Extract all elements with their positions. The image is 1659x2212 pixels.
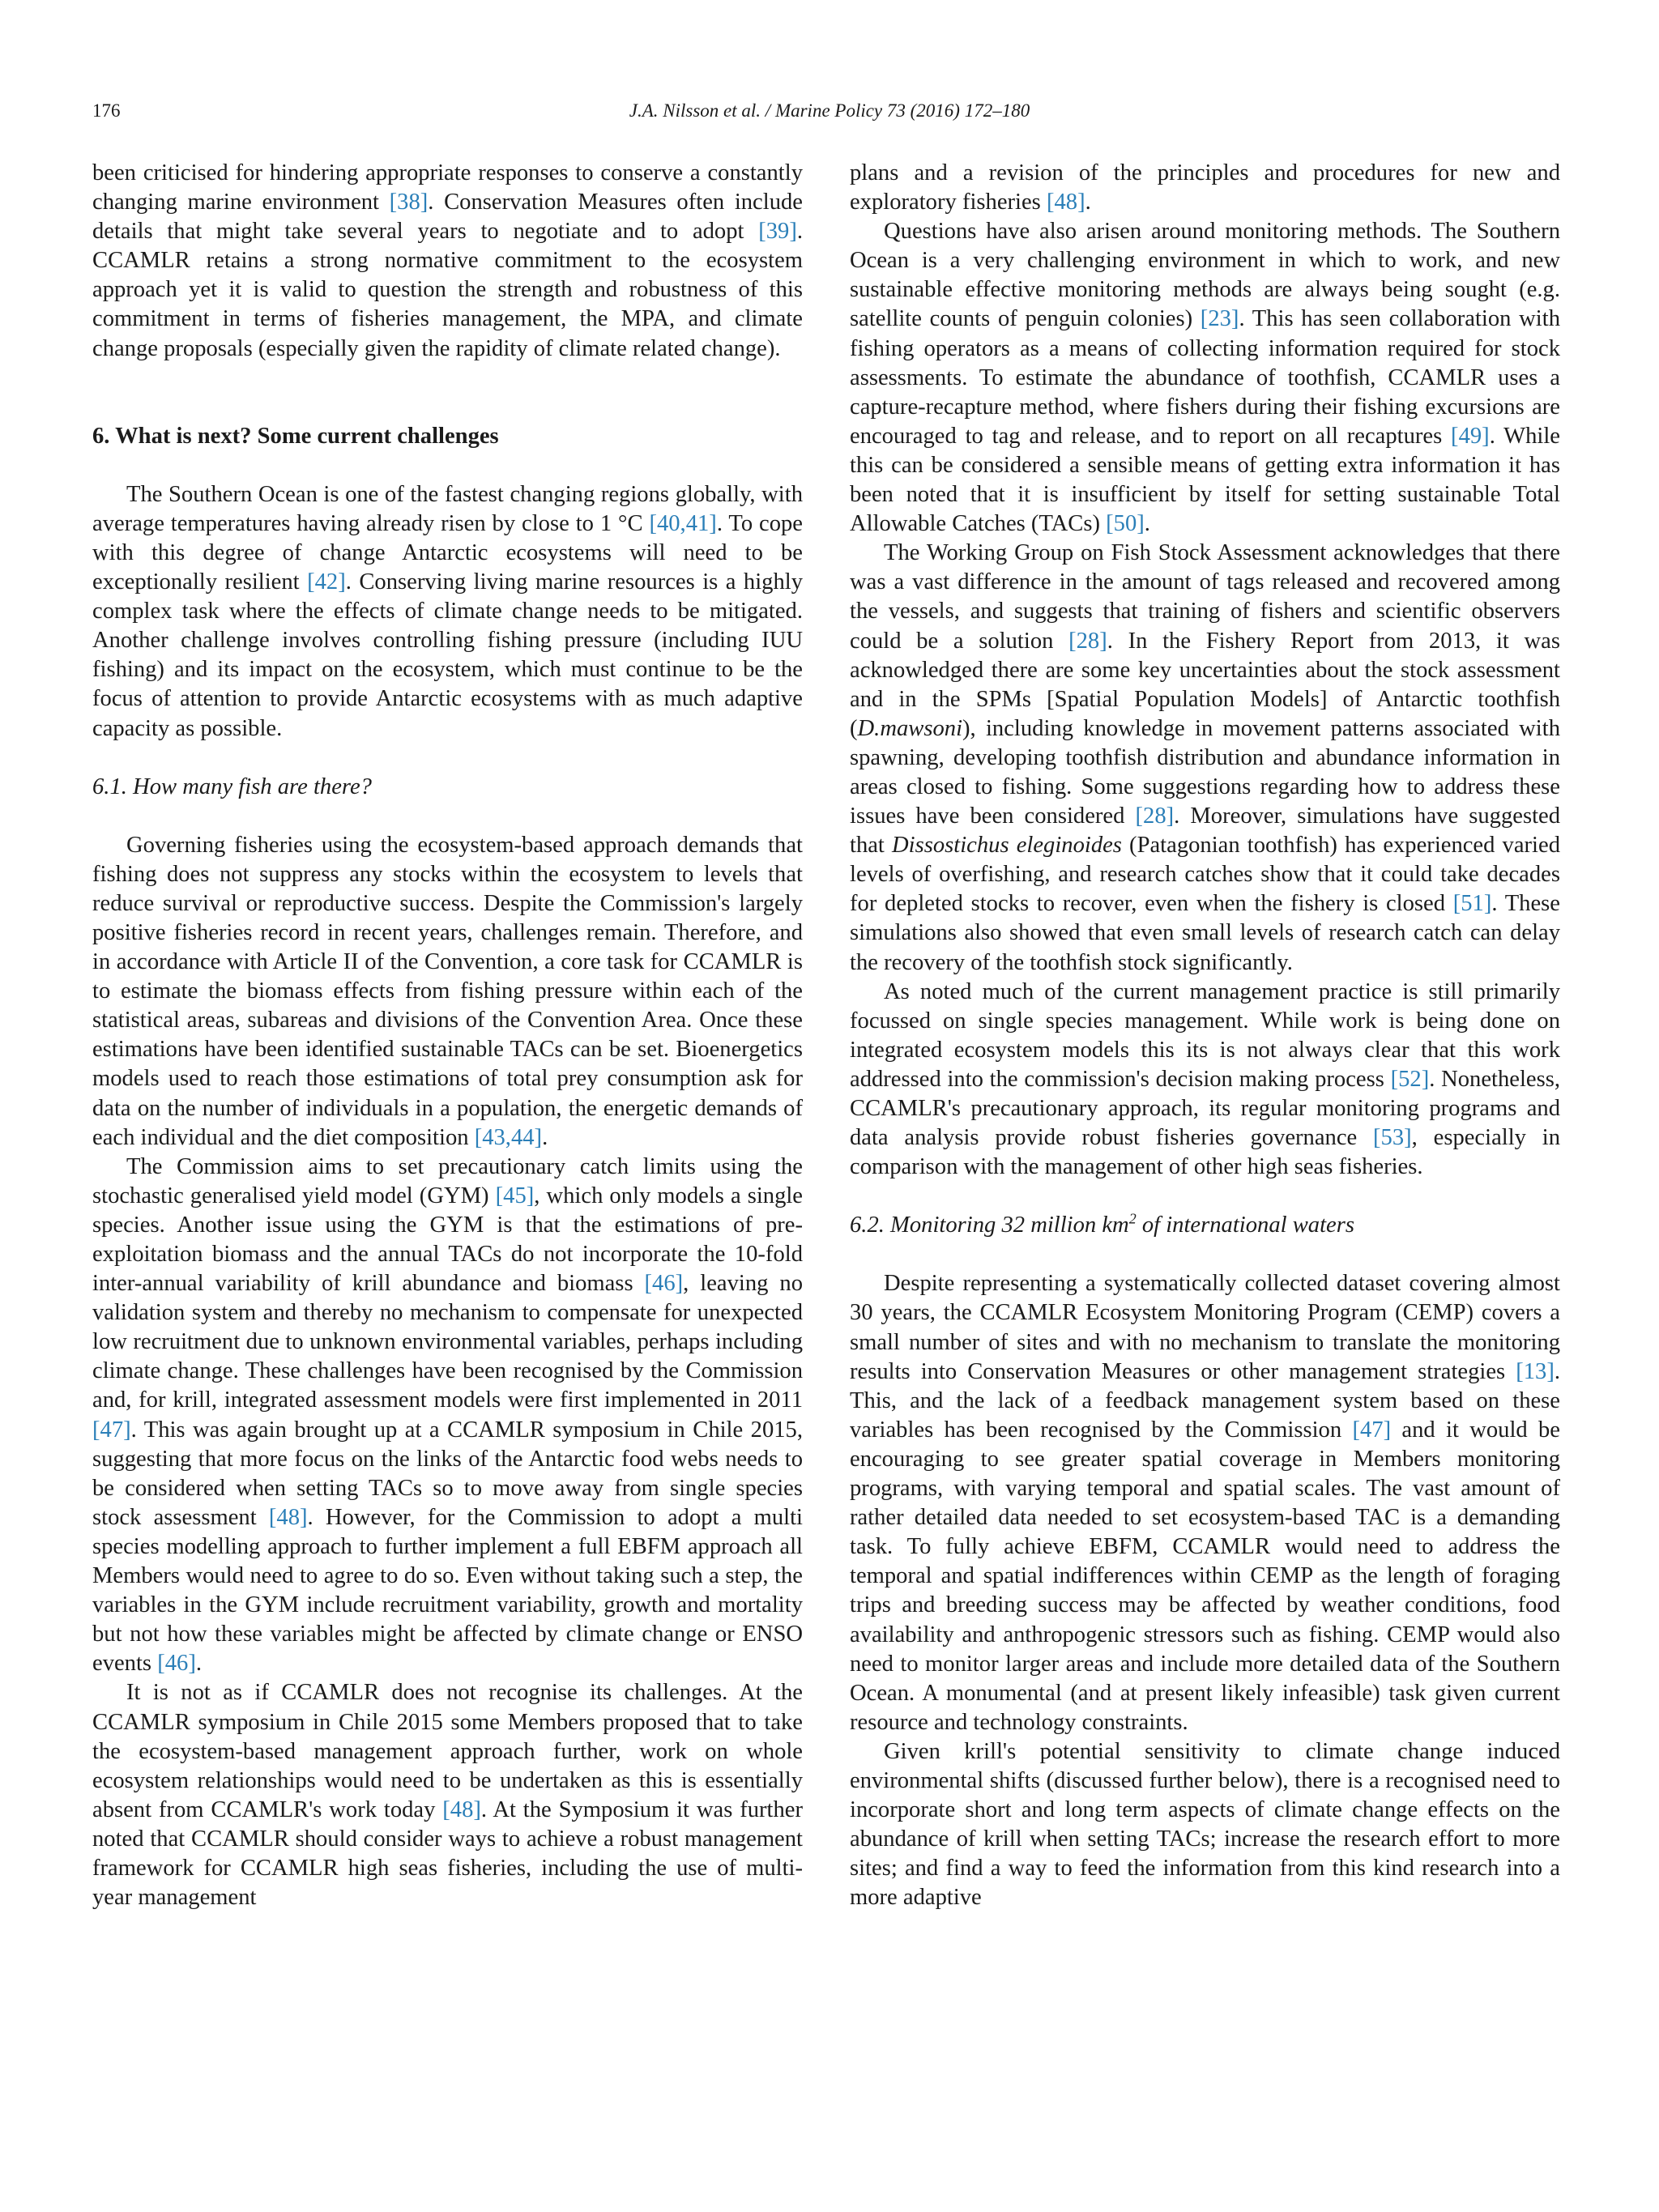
species-name: D.mawsoni xyxy=(857,715,963,741)
citation-link[interactable]: [52] xyxy=(1390,1066,1430,1092)
citation-link[interactable]: [48] xyxy=(442,1796,481,1822)
citation-link[interactable]: [47] xyxy=(1352,1417,1392,1443)
citation-link[interactable]: [28] xyxy=(1068,628,1107,654)
paragraph: It is not as if CCAMLR does not recognise its challenges. At the CCAMLR symposium in Chile 2015 some Members proposed that to take the ecosystem-based management approach further, work on whole ecosystem relationships would need to be undertaken as this is essentially absent from CCAMLR's work today [48]. At the Symposium it was further noted that CCAMLR should consider ways to achieve a robust management framework for CCAMLR high seas fisheries, including the use of multi-year management xyxy=(92,1680,803,1911)
paragraph: Questions have also arisen around monitoring methods. The Southern Ocean is a very challenging environment in which to work, and new sustainable effective monitoring methods are always being sought (e.g. satellite counts of penguin colonies) [23]. This has seen collaboration with fishing operators as a means of collecting information required for stock assessments. To estimate the abundance of toothfish, CCAMLR uses a capture-recapture method, where fishers during their fishing excursions are encouraged to tag and release, and to report on all recaptures [49]. While this can be considered a sensible means of getting extra information it has been noted that it is insufficient by itself for setting sustainable Total Allowable Catches (TACs) [50]. xyxy=(850,219,1560,537)
citation-link[interactable]: [23] xyxy=(1200,306,1239,332)
citation-link[interactable]: [38] xyxy=(389,190,429,215)
citation-link[interactable]: [45] xyxy=(495,1183,535,1208)
paragraph: been criticised for hindering appropriate responses to conserve a constantly changing marine environment [38]. Conservation Measures often include details that might take several years to negotiate and to adopt [39]. CCAMLR retains a strong normative commitment to the ecosystem approach yet it is valid to question the strength and robustness of this commitment in terms of fisheries management, the MPA, and climate change proposals (especially given the rapidity of climate related change). xyxy=(92,160,803,361)
left-column xyxy=(92,159,803,1912)
citation-link[interactable]: [47] xyxy=(92,1417,131,1443)
citation-link[interactable]: [39] xyxy=(758,219,797,245)
right-column xyxy=(850,159,1560,1912)
paragraph: The Southern Ocean is one of the fastest changing regions globally, with average temperatures having already risen by close to 1 °C [40,41]. To cope with this degree of change Antarctic ecosystems will need to be exceptionally resilient [42]. Conserving living marine resources is a highly complex task where the effects of climate change needs to be mitigated. Another challenge involves controlling fishing pressure (including IUU fishing) and its impact on the ecosystem, which must continue to be the focus of attention to provide Antarctic ecosystems with as much adaptive capacity as possible. xyxy=(92,481,803,741)
citation-link[interactable]: [46] xyxy=(644,1271,684,1297)
paragraph: Given krill's potential sensitivity to climate change induced environmental shifts (discussed further below), there is a recognised need to incorporate short and long term aspects of climate change effects on the abundance of krill when setting TACs; increase the research effort to more sites; and find a way to feed the information from this kind research into a more adaptive xyxy=(850,1738,1560,1911)
paragraph: Despite representing a systematically collected dataset covering almost 30 years, the CCAMLR Ecosystem Monitoring Program (CEMP) covers a small number of sites and with no mechanism to translate the monitoring results into Conservation Measures or other management strategies [13]. This, and the lack of a feedback management system based on these variables has been recognised by the Commission [47] and it would be encouraging to see greater spatial coverage in Members monitoring programs, with varying temporal and spatial scales. The vast amount of rather detailed data needed to set ecosystem-based TAC is a demanding task. To fully achieve EBFM, CCAMLR would need to address the temporal and spatial indifferences within CEMP as the length of foraging trips and breeding success may be affected by weather conditions, food availability and anthropogenic stressors such as fishing. CEMP would also need to monitor larger areas and include more detailed data of the Southern Ocean. A monumental (and at present likely infeasible) task given current resource and technology constraints. xyxy=(850,1271,1560,1735)
citation-link[interactable]: [13] xyxy=(1516,1358,1555,1384)
species-name: Dissostichus eleginoides xyxy=(892,833,1122,859)
citation-link[interactable]: [43,44] xyxy=(474,1124,543,1150)
citation-link[interactable]: [46] xyxy=(157,1651,196,1677)
paragraph: As noted much of the current management practice is still primarily focussed on single species management. While work is being done on integrated ecosystem models this its is not always clear that this work addressed into the commission's decision making process [52]. Nonetheless, CCAMLR's precautionary approach, its regular monitoring programs and data analysis provide robust fisheries governance [53], especially in comparison with the management of other high seas fisheries. xyxy=(850,978,1561,1180)
paragraph: The Working Group on Fish Stock Assessment acknowledges that there was a vast difference in the amount of tags released and recovered among the vessels, and suggests that training of fishers and scientific observers could be a solution [28]. In the Fishery Report from 2013, it was acknowledged there are some key uncertainties about the stock assessment and in the SPMs [Spatial Population Models] of Antarctic toothfish (D.mawsoni), including knowledge in movement patterns associated with spawning, developing toothfish distribution and abundance information in areas closed to fishing. Some suggestions regarding how to address these issues have been considered [28]. Moreover, simulations have suggested that Dissostichus eleginoides (Patagonian toothfish) has experienced varied levels of overfishing, and research catches show that it could take decades for depleted stocks to recover, even when the fishery is closed [51]. These simulations also showed that even small levels of research catch can delay the recovery of the toothfish stock significantly. xyxy=(850,540,1561,975)
citation-link[interactable]: [49] xyxy=(1451,423,1490,449)
page-header xyxy=(92,100,1567,133)
citation-link[interactable]: [28] xyxy=(1135,803,1175,829)
citation-link[interactable]: [50] xyxy=(1106,511,1145,537)
section-heading: 6. What is next? Some current challenges xyxy=(92,423,499,449)
paragraph: Governing fisheries using the ecosystem-based approach demands that fishing does not suppress any stocks within the ecosystem to levels that reduce survival or reproductive success. Despite the Commission's largely positive fisheries record in recent years, challenges remain. Therefore, and in accordance with Article II of the Convention, a core task for CCAMLR is to estimate the biomass effects from fishing pressure within each of the statistical areas, subareas and divisions of the Convention Area. Once these estimations have been identified sustainable TACs can be set. Bioenergetics models used to reach those estimations of total prey consumption ask for data on the number of individuals in a population, the energetic demands of each individual and the diet composition [43,44]. xyxy=(92,832,803,1150)
page-number: 176 xyxy=(92,100,121,121)
paragraph: plans and a revision of the principles and procedures for new and exploratory fisheries [48]. xyxy=(850,160,1560,215)
citation-link[interactable]: [51] xyxy=(1452,891,1492,917)
subsection-heading: 6.1. How many fish are there? xyxy=(92,774,372,799)
citation-link[interactable]: [53] xyxy=(1373,1125,1412,1151)
citation-link[interactable]: [48] xyxy=(1046,190,1085,215)
subsection-heading: 6.2. Monitoring 32 million $km^2$ of international waters xyxy=(850,1210,1354,1238)
paragraph: The Commission aims to set precautionary catch limits using the stochastic generalised yield model (GYM) [45], which only models a single species. Another issue using the GYM is that the estimations of pre-exploitation biomass and the annual TACs do not incorporate the 10-fold inter-annual variability of krill abundance and biomass [46], leaving no validation system and thereby no mechanism to compensate for unexpected low recruitment due to unknown environmental variables, perhaps including climate change. These challenges have been recognised by the Commission and, for krill, integrated assessment models were first implemented in 2011 [47]. This was again brought up at a CCAMLR symposium in Chile 2015, suggesting that more focus on the links of the Antarctic food webs needs to be considered when setting TACs so to move away from single species stock assessment [48]. However, for the Commission to adopt a multi species modelling approach to further implement a full EBFM approach all Members would need to agree to do so. Even without taking such a step, the variables in the GYM include recruitment variability, growth and mortality but not how these variables might be affected by climate change or ENSO events [46]. xyxy=(92,1153,803,1677)
citation-link[interactable]: [48] xyxy=(268,1504,308,1530)
running-header-citation: J.A. Nilsson et al. / Marine Policy 73 (2016) 172–180 xyxy=(629,100,1030,121)
citation-link[interactable]: [42] xyxy=(307,569,346,595)
citation-link[interactable]: [40,41] xyxy=(649,510,717,536)
